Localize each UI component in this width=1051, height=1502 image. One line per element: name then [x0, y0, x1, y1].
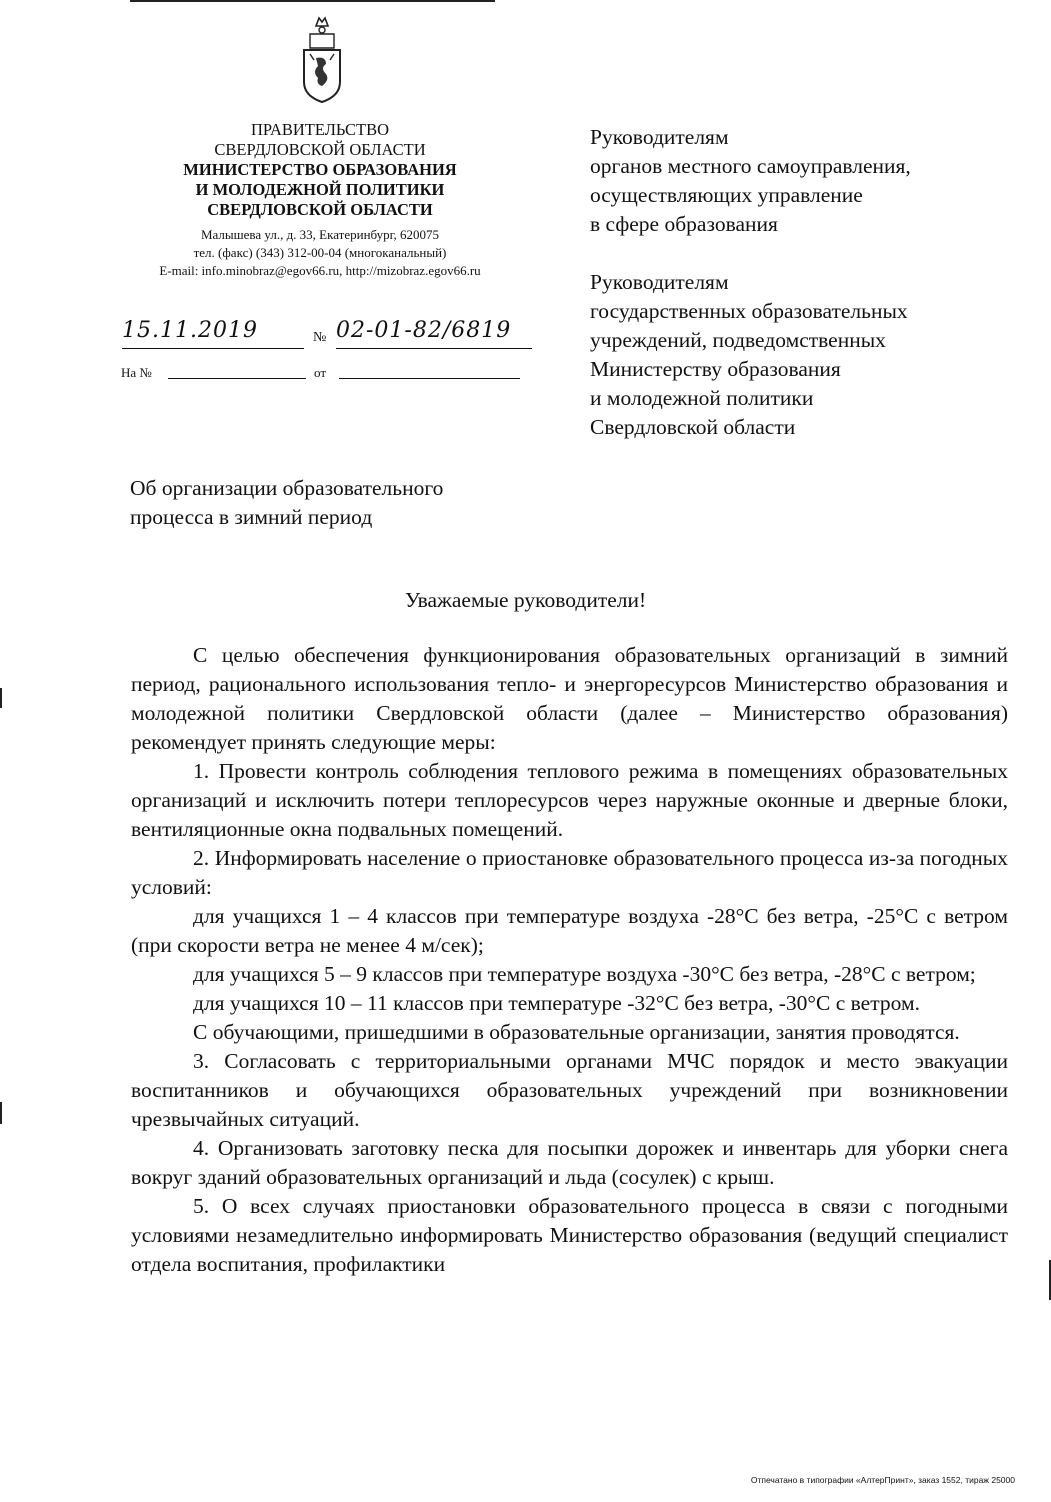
- body-paragraph: для учащихся 5 – 9 классов при температуре воздуха -30°С без ветра, -28°С с ветром;: [193, 962, 976, 986]
- body-paragraph: С целью обеспечения функционирования образовательных организаций в зимний период, рационального использования тепло- и энергоресурсов Министерство образования и молодежной политики Свердловской области (далее – Министерство образования) рекомендует принять следующие меры:: [131, 643, 1008, 754]
- registration-date: 15.11.2019: [122, 318, 304, 349]
- sender-email: E-mail: info.minobraz@egov66.ru, http://mizobraz.egov66.ru: [159, 263, 481, 278]
- reference-from-label: от: [314, 365, 327, 380]
- recipient-line: осуществляющих управление: [590, 183, 863, 207]
- letter-body: [131, 641, 1008, 1279]
- subject-line: процесса в зимний период: [130, 505, 373, 529]
- recipient-line: Руководителям: [590, 125, 729, 149]
- sender-phone: тел. (факс) (343) 312-00-04 (многоканальный): [193, 245, 447, 260]
- reference-date-line: [339, 378, 520, 379]
- body-paragraph: 2. Информировать население о приостановке образовательного процесса из-за погодных условий:: [131, 846, 1008, 899]
- sender-block: [115, 120, 525, 280]
- sender-region: СВЕРДЛОВСКОЙ ОБЛАСТИ: [214, 140, 426, 159]
- sender-government: ПРАВИТЕЛЬСТВО: [250, 120, 390, 139]
- coat-of-arms-icon: [296, 14, 348, 104]
- recipient-line: Свердловской области: [590, 415, 796, 439]
- body-paragraph: С обучающими, пришедшими в образовательные организации, занятия проводятся.: [193, 1020, 960, 1044]
- recipient-line: Министерству образования: [590, 357, 841, 381]
- reference-number-label: На №: [121, 365, 152, 380]
- body-paragraph: для учащихся 10 – 11 классов при температуре -32°С без ветра, -30°С с ветром.: [193, 991, 920, 1015]
- body-paragraph: 3. Согласовать с территориальными органами МЧС порядок и место эвакуации воспитанников и обучающихся образовательных учреждений при возникновении чрезвычайных ситуаций.: [131, 1049, 1008, 1131]
- top-edge-line: [130, 0, 495, 2]
- body-paragraph: 1. Провести контроль соблюдения теплового режима в помещениях образовательных организаций и исключить потери теплоресурсов через наружные оконные и дверные блоки, вентиляционные окна подвальных помещений.: [131, 759, 1008, 841]
- body-paragraph: 4. Организовать заготовку песка для посыпки дорожек и инвентарь для уборки снега вокруг зданий образовательных организаций и льда (сосулек) с крыш.: [131, 1136, 1008, 1189]
- sender-address: Малышева ул., д. 33, Екатеринбург, 620075: [200, 227, 440, 242]
- print-imprint: Отпечатано в типографии «АлтерПринт», заказ 1552, тираж 25000: [750, 1475, 1015, 1485]
- recipient-line: учреждений, подведомственных: [590, 328, 886, 352]
- recipient-line: государственных образовательных: [590, 299, 908, 323]
- registration-number-label: №: [313, 330, 327, 345]
- sender-ministry: МИНИСТЕРСТВО ОБРАЗОВАНИЯ: [183, 160, 457, 179]
- body-paragraph: для учащихся 1 – 4 классов при температуре воздуха -28°С без ветра, -25°С с ветром (при скорости ветра не менее 4 м/сек);: [131, 904, 1008, 957]
- salutation: Уважаемые руководители!: [404, 588, 647, 612]
- scan-edge-mark: [0, 688, 2, 708]
- recipient-line: и молодежной политики: [590, 386, 814, 410]
- recipient-block-1: [590, 123, 1010, 239]
- registration-number: 02-01-82/6819: [336, 318, 532, 349]
- sender-ministry-3: СВЕРДЛОВСКОЙ ОБЛАСТИ: [207, 200, 433, 219]
- letter-subject: [130, 474, 550, 532]
- recipient-line: в сфере образования: [590, 212, 778, 236]
- recipient-line: Руководителям: [590, 270, 729, 294]
- recipient-line: органов местного самоуправления,: [590, 154, 911, 178]
- recipient-block-2: [590, 268, 1010, 442]
- sender-ministry-2: И МОЛОДЕЖНОЙ ПОЛИТИКИ: [195, 180, 445, 199]
- subject-line: Об организации образовательного: [130, 476, 444, 500]
- scan-edge-mark: [0, 1102, 2, 1124]
- reference-number-line: [168, 378, 306, 379]
- body-paragraph: 5. О всех случаях приостановки образовательного процесса в связи с погодными условиями незамедлительно информировать Министерство образования (ведущий специалист отдела воспитания, профилактики: [131, 1194, 1008, 1276]
